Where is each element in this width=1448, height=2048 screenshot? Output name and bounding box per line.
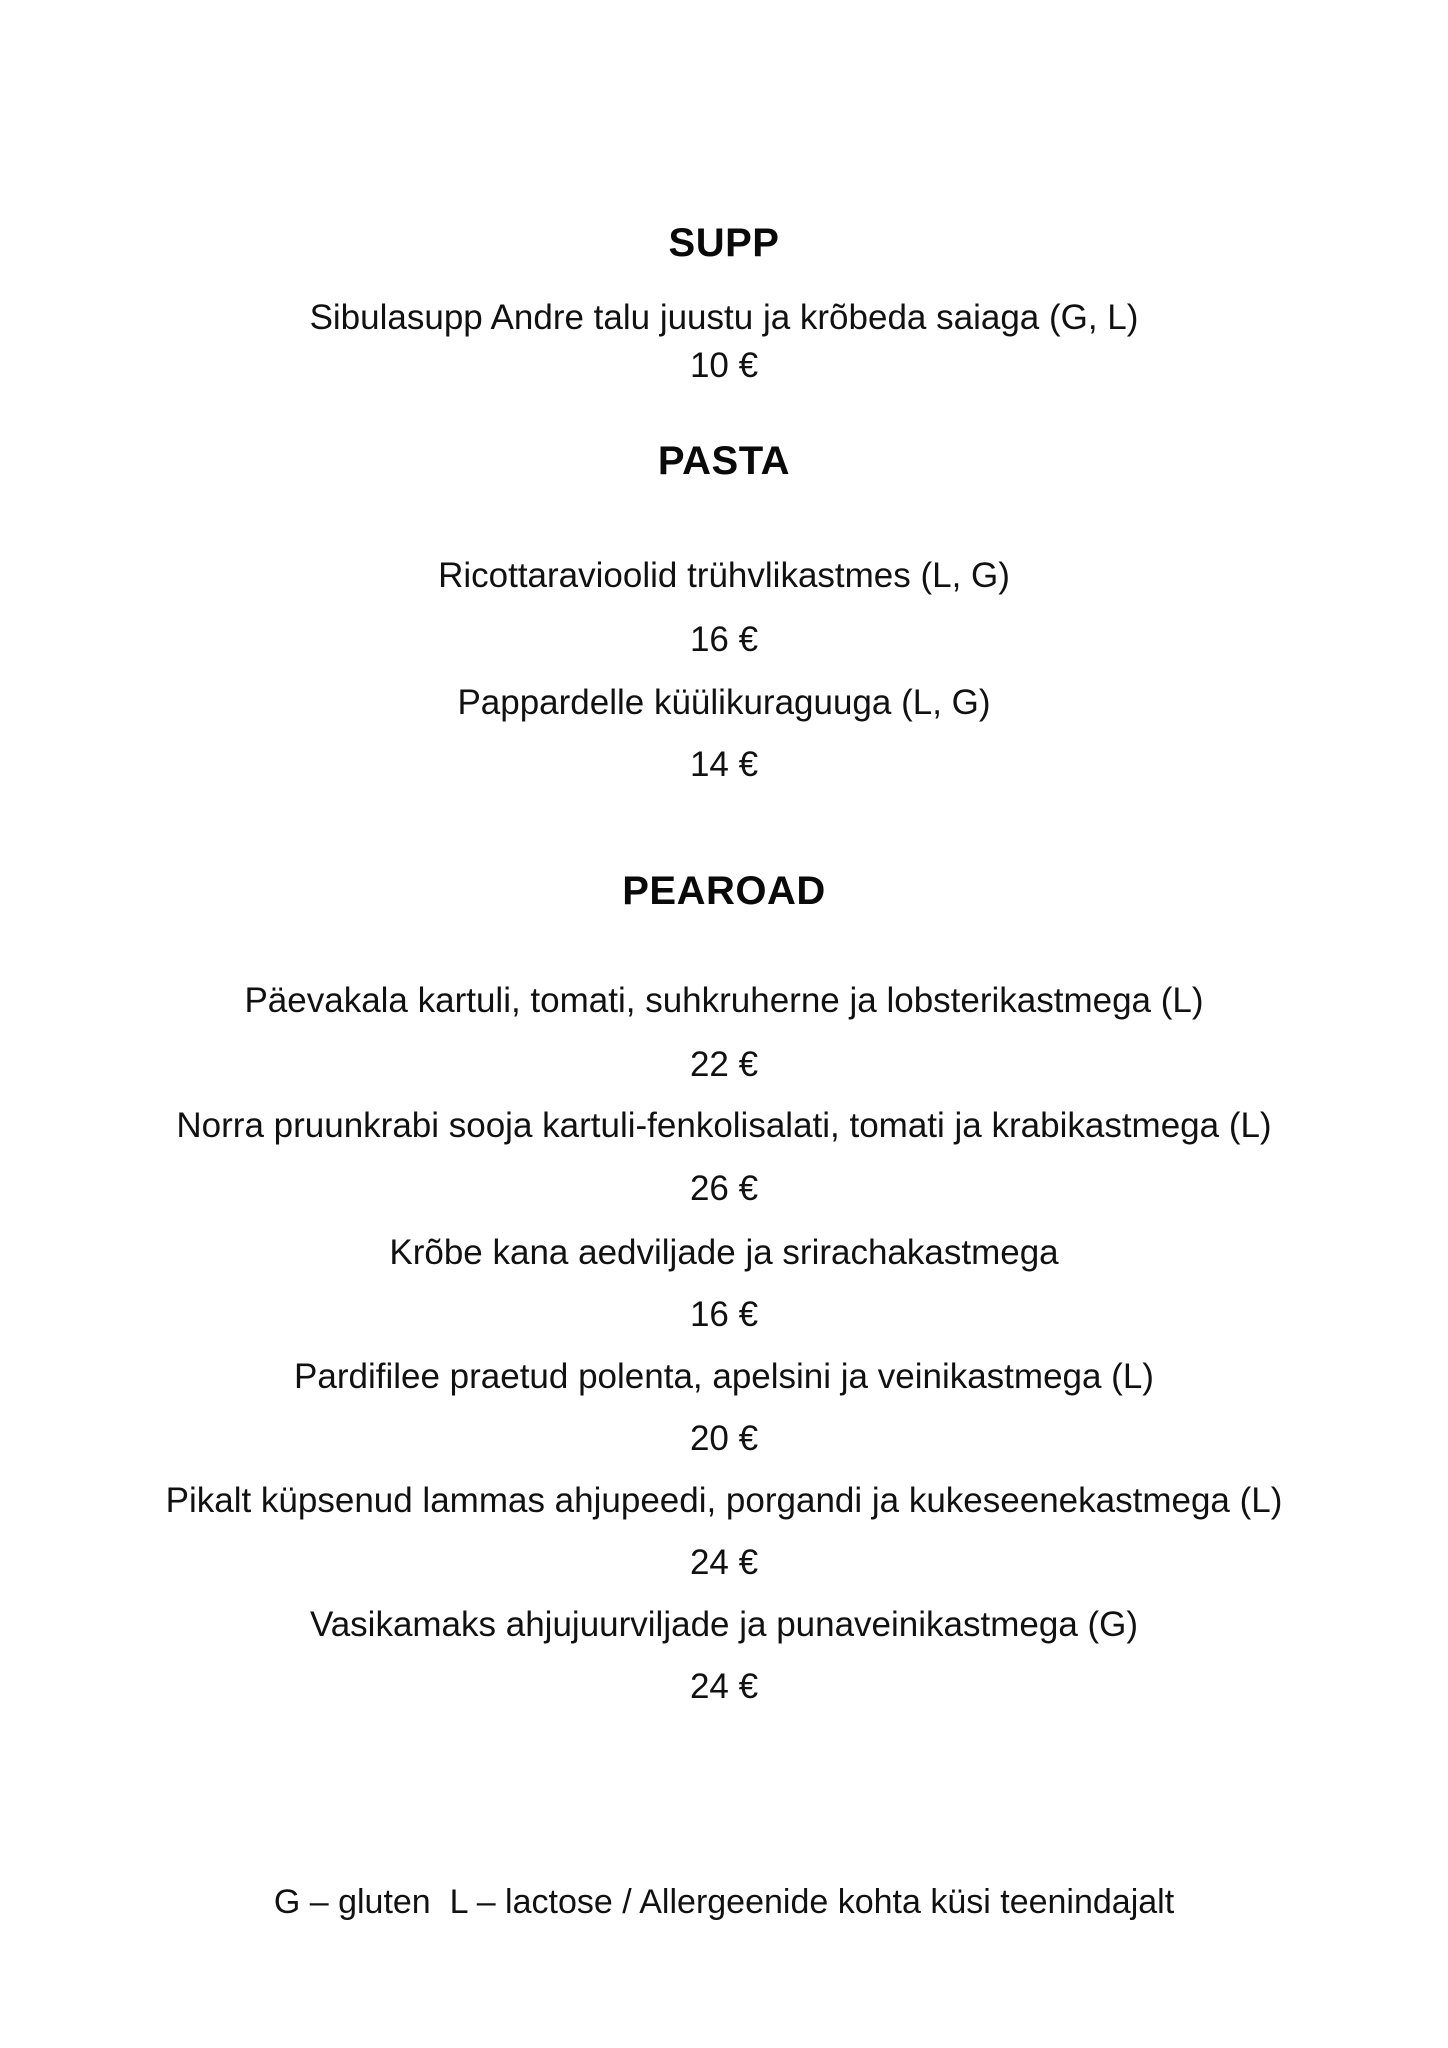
menu-item-name: Ricottaravioolid trühvlikastmes (L, G) xyxy=(438,556,1010,595)
menu-item-name: Norra pruunkrabi sooja kartuli-fenkolisalati, tomati ja krabikastmega (L) xyxy=(176,1106,1272,1145)
menu-item-price: 14 € xyxy=(689,745,759,784)
menu-item-price: 26 € xyxy=(689,1169,759,1208)
menu-item-name: Vasikamaks ahjujuurviljade ja punaveinikastmega (G) xyxy=(309,1605,1139,1644)
menu-item-price: 16 € xyxy=(689,1295,759,1334)
section-heading-pearoad: PEAROAD xyxy=(622,869,826,913)
menu-item-price: 22 € xyxy=(689,1045,759,1084)
menu-item-price: 16 € xyxy=(689,620,759,659)
section-heading-pasta: PASTA xyxy=(657,439,791,483)
menu-item-price: 24 € xyxy=(689,1667,759,1706)
menu-item-price: 24 € xyxy=(689,1543,759,1582)
menu-item-name: Pardifilee praetud polenta, apelsini ja veinikastmega (L) xyxy=(294,1357,1154,1396)
menu-item-price: 20 € xyxy=(689,1419,759,1458)
menu-item-name: Pappardelle küülikuraguuga (L, G) xyxy=(457,683,991,722)
menu-item-name: Sibulasupp Andre talu juustu ja krõbeda saiaga (G, L) xyxy=(309,298,1139,337)
menu-item-name: Pikalt küpsenud lammas ahjupeedi, porgandi ja kukeseenekastmega (L) xyxy=(165,1481,1283,1520)
menu-item-name: Krõbe kana aedviljade ja srirachakastmega xyxy=(389,1233,1059,1272)
menu-item-name: Päevakala kartuli, tomati, suhkruherne ja lobsterikastmega (L) xyxy=(244,981,1204,1020)
allergen-legend: G – gluten L – lactose / Allergeenide kohta küsi teenindajalt xyxy=(273,1883,1175,1921)
section-heading-supp: SUPP xyxy=(668,221,780,265)
menu-item-price: 10 € xyxy=(689,346,759,385)
